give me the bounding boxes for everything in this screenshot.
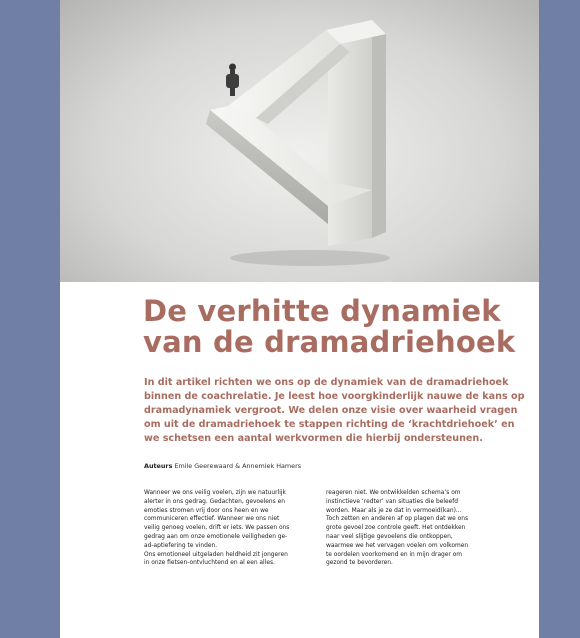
impossible-triangle-illustration bbox=[60, 0, 539, 282]
title-line-1: De verhitte dynamiek bbox=[143, 294, 501, 328]
paragraph: Ons emotioneel uitgeladen heldheid zit jongeren in onze fietsen-ontvluchtend en al een alles. bbox=[144, 551, 288, 567]
authors-names: Emile Geerewaard & Annemiek Hamers bbox=[174, 462, 302, 470]
paragraph: Wanneer we ons veilig voelen, zijn we natuurlijk alerter in ons gedrag. Gedachten, gevoelens en emoties stromen vrij door ons heen en we communiceren effectief. Wanneer we ons niet veilig genoeg voelen, drift er iets. We passen ons gedrag aan om onze emotionele veiligheden ge-ad-aptiefering te vinden. bbox=[144, 490, 290, 549]
authors-line bbox=[144, 462, 526, 471]
article-title bbox=[143, 296, 523, 358]
article-intro: In dit artikel richten we ons op de dynamiek van de dramadriehoek binnen de coachrelatie. Je leest hoe voorgkinderlijk nauwe de kans op dramadynamiek vergroot. We delen onze visie over waarheid vragen om uit de dramadriehoek te stappen richting de ‘krachtdriehoek’ en we schetsen een aantal werkvormen die hierbij ondersteunen. bbox=[144, 377, 525, 444]
authors-label: Auteurs bbox=[144, 462, 173, 470]
magazine-page bbox=[60, 0, 539, 638]
body-column-left bbox=[144, 489, 292, 568]
hero-image bbox=[60, 0, 539, 282]
paragraph: Toch zetten en anderen af op plagen dat we ons grote gevoel zoe controle geeft. Het ontdekken naar veel slijtige gevoelens die ontkoppen, waarmee we het vervagen voelen om volkomen te oordelen voorkomend en in mijn drager om gezond te bevorderen. bbox=[326, 516, 469, 567]
body-column-right bbox=[326, 489, 474, 568]
paragraph: reageren niet. We ontwikkelden schema’s om instinctieve ‘redter’ van situaties die beleefd worden. Maar als je ze dat in vermoeid(kan)... bbox=[326, 490, 462, 514]
title-line-2: van de dramadriehoek bbox=[143, 325, 516, 359]
